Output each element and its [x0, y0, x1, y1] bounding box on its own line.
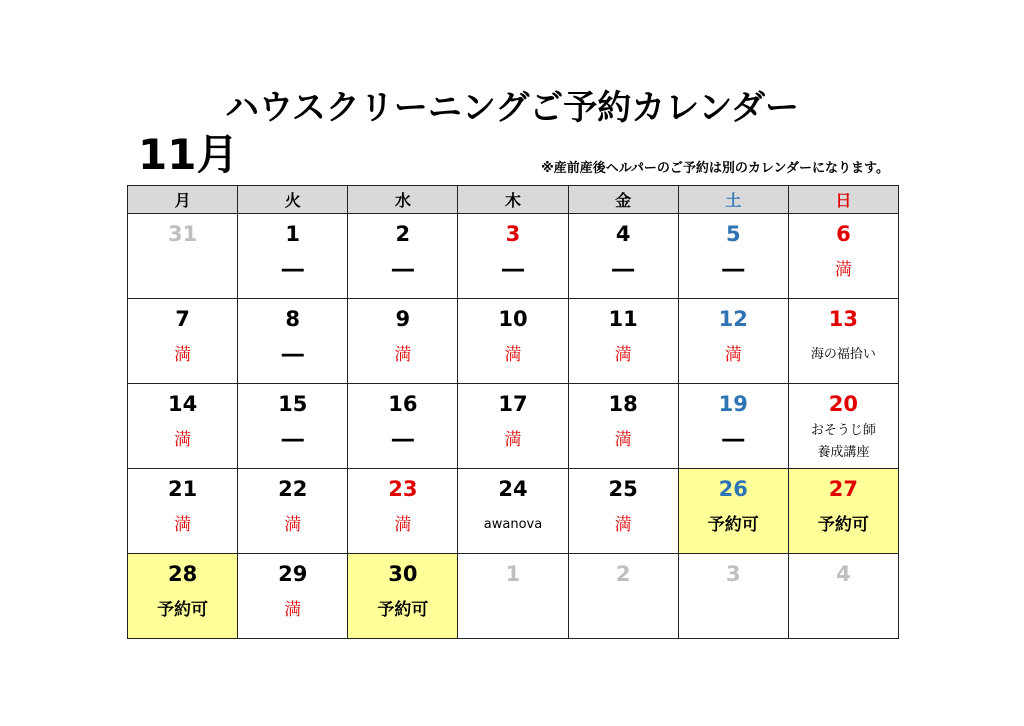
day-number: 5	[725, 222, 741, 246]
day-number: 12	[718, 307, 748, 331]
event-label: awanova	[483, 517, 543, 532]
calendar-week-row	[128, 469, 899, 554]
calendar-week-row	[128, 384, 899, 469]
day-number: 9	[395, 307, 411, 331]
day-number: 16	[388, 392, 418, 416]
calendar-day-cell[interactable]	[128, 554, 238, 639]
unavailable-status: ―	[722, 257, 745, 282]
weekday-label: 水	[394, 191, 411, 210]
day-number: 1	[505, 562, 521, 586]
day-number: 30	[388, 562, 418, 586]
calendar-day-cell[interactable]	[678, 384, 788, 469]
weekday-header-row	[128, 186, 899, 214]
fully-booked-status: 満	[504, 345, 522, 365]
day-number: 2	[395, 222, 411, 246]
day-number: 27	[828, 477, 859, 501]
weekday-header	[458, 186, 568, 214]
day-number: 26	[718, 477, 748, 501]
unavailable-status: ―	[391, 427, 414, 452]
day-number: 3	[505, 222, 521, 246]
calendar-week-row	[128, 554, 899, 639]
day-number: 18	[608, 392, 638, 416]
day-number: 4	[836, 562, 851, 586]
day-number: 14	[167, 392, 198, 416]
day-number: 10	[498, 307, 528, 331]
calendar-day-cell[interactable]	[458, 214, 568, 299]
event-label: 海の福拾い	[810, 347, 876, 362]
fully-booked-status: 満	[284, 515, 302, 535]
day-number: 20	[828, 392, 859, 416]
day-number: 6	[836, 222, 851, 246]
calendar-week-row	[128, 299, 899, 384]
day-number: 15	[278, 392, 308, 416]
calendar-day-cell[interactable]	[678, 214, 788, 299]
calendar-day-cell[interactable]	[348, 384, 458, 469]
calendar-day-cell[interactable]	[458, 469, 568, 554]
calendar-day-cell[interactable]	[238, 299, 348, 384]
day-number: 13	[828, 307, 859, 331]
weekday-header	[238, 186, 348, 214]
unavailable-status: ―	[281, 427, 304, 452]
day-number: 22	[278, 477, 308, 501]
calendar-day-cell[interactable]	[678, 469, 788, 554]
calendar-day-cell[interactable]	[678, 299, 788, 384]
fully-booked-status: 満	[614, 345, 632, 365]
day-number: 8	[285, 307, 301, 331]
calendar-day-cell[interactable]	[458, 299, 568, 384]
weekday-label: 金	[615, 191, 632, 210]
weekday-header	[568, 186, 678, 214]
day-number: 31	[167, 222, 198, 246]
fully-booked-status: 満	[614, 515, 632, 535]
calendar-day-cell[interactable]	[788, 299, 898, 384]
calendar-day-cell[interactable]	[788, 214, 898, 299]
fully-booked-status: 満	[614, 430, 632, 450]
calendar-title: ハウスクリーニングご予約カレンダー	[224, 88, 800, 128]
day-number: 25	[608, 477, 638, 501]
fully-booked-status: 満	[284, 600, 302, 620]
unavailable-status: ―	[391, 257, 414, 282]
calendar-day-cell[interactable]	[348, 554, 458, 639]
weekday-label: 木	[504, 191, 521, 210]
weekday-label: 月	[174, 191, 191, 210]
day-number: 7	[175, 307, 190, 331]
calendar-day-cell[interactable]	[238, 384, 348, 469]
calendar-day-cell[interactable]	[348, 299, 458, 384]
calendar-day-cell[interactable]	[128, 384, 238, 469]
calendar-day-cell[interactable]	[678, 554, 788, 639]
day-number: 11	[608, 307, 638, 331]
calendar-day-cell[interactable]	[458, 554, 568, 639]
fully-booked-status: 満	[174, 345, 192, 365]
calendar-day-cell[interactable]	[568, 554, 678, 639]
day-number: 28	[167, 562, 198, 586]
fully-booked-status: 満	[394, 515, 412, 535]
calendar-day-cell[interactable]	[458, 384, 568, 469]
fully-booked-status: 満	[504, 430, 522, 450]
calendar-day-cell[interactable]	[788, 469, 898, 554]
calendar-day-cell[interactable]	[568, 299, 678, 384]
fully-booked-status: 満	[174, 430, 192, 450]
helper-note: ※産前産後ヘルパーのご予約は別のカレンダーになります。	[541, 161, 889, 176]
day-number: 3	[725, 562, 741, 586]
day-number: 19	[718, 392, 748, 416]
unavailable-status: ―	[612, 257, 635, 282]
fully-booked-status: 満	[394, 345, 412, 365]
day-number: 4	[615, 222, 631, 246]
day-number: 1	[285, 222, 301, 246]
calendar-day-cell[interactable]	[348, 469, 458, 554]
day-number: 2	[615, 562, 631, 586]
day-number: 21	[167, 477, 198, 501]
available-status: 予約可	[817, 515, 869, 535]
fully-booked-status: 満	[174, 515, 192, 535]
calendar-day-cell[interactable]	[568, 469, 678, 554]
weekday-header	[678, 186, 788, 214]
calendar-day-cell[interactable]	[348, 214, 458, 299]
weekday-label: 日	[835, 191, 852, 210]
calendar-day-cell[interactable]	[238, 554, 348, 639]
calendar-grid	[127, 185, 899, 639]
weekday-header	[348, 186, 458, 214]
calendar-body	[128, 214, 899, 639]
calendar-day-cell[interactable]	[128, 214, 238, 299]
calendar-day-cell[interactable]	[568, 214, 678, 299]
unavailable-status: ―	[501, 257, 524, 282]
calendar-day-cell[interactable]	[568, 384, 678, 469]
available-status: 予約可	[377, 600, 429, 620]
unavailable-status: ―	[281, 257, 304, 282]
unavailable-status: ―	[722, 427, 745, 452]
day-number: 29	[278, 562, 308, 586]
weekday-header	[788, 186, 898, 214]
weekday-label: 火	[284, 191, 301, 210]
calendar-day-cell[interactable]	[128, 299, 238, 384]
fully-booked-status: 満	[834, 260, 852, 280]
available-status: 予約可	[707, 515, 759, 535]
calendar-day-cell[interactable]	[238, 469, 348, 554]
event-label: おそうじ師 養成講座	[810, 423, 876, 460]
weekday-label: 土	[725, 191, 742, 210]
calendar-week-row	[128, 214, 899, 299]
unavailable-status: ―	[281, 342, 304, 367]
day-number: 23	[388, 477, 418, 501]
month-label: 11月	[138, 130, 239, 179]
available-status: 予約可	[157, 600, 209, 620]
calendar-day-cell[interactable]	[788, 384, 898, 469]
calendar-day-cell[interactable]	[238, 214, 348, 299]
day-number: 17	[498, 392, 528, 416]
day-number: 24	[498, 477, 528, 501]
calendar-day-cell[interactable]	[128, 469, 238, 554]
calendar-day-cell[interactable]	[788, 554, 898, 639]
weekday-header	[128, 186, 238, 214]
fully-booked-status: 満	[724, 345, 742, 365]
